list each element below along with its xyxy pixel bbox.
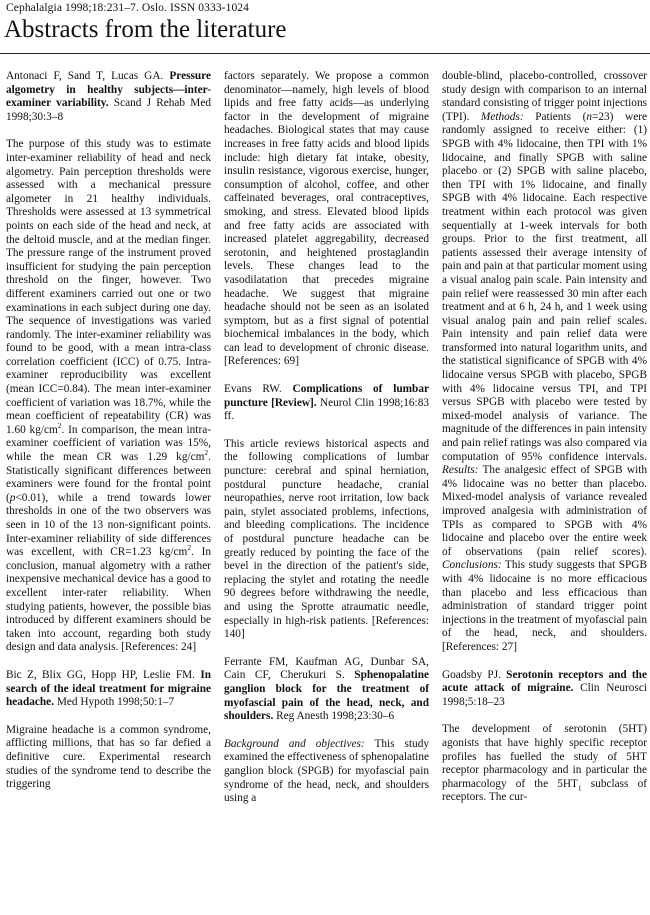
abstract-1-text-e: . In conclusion, manual algometry with a rather inexpensive mechanical device has a good to excellent inter-rater reliability. When studying patients, however, the possible bias introduced by different examiners should be taken into account, regarding both study design and data analysis. [References: 24] bbox=[6, 546, 211, 654]
abstract-3-citation bbox=[224, 383, 429, 424]
column-3 bbox=[442, 70, 647, 819]
page-title: Abstracts from the literature bbox=[4, 16, 287, 43]
abstract-2-source: Med Hypoth 1998;50:1–7 bbox=[54, 696, 175, 709]
abstract-1-title: Pressure algometry in healthy subjects—inter-examiner variability. bbox=[6, 70, 211, 110]
running-head: Cephalalgia 1998;18:231–7. Oslo. ISSN 0333-1024 bbox=[6, 2, 249, 14]
title-rule bbox=[0, 53, 650, 54]
abstract-2-title: In search of the ideal treatment for migraine headache. bbox=[6, 668, 211, 709]
section-label-results: Results: bbox=[442, 464, 479, 477]
abstract-1-source: Scand J Rehab Med 1998;30:3–8 bbox=[6, 97, 211, 123]
abstract-4-text-c: =23) were randomly assigned to receive either: (1) SPGB with 4% lidocaine, then TPI with 1% lidocaine, and finally SPGB with saline placebo or (2) SPGB with saline placebo, then TPI with 1% lidocaine, and finally SPGB with 4% lidocaine. Each respective treatment within each protocol was given sequentially at 1-week intervals for both groups. Prior to the first treatment, all patients assessed their average intensity of pain and pain at that particular moment using a visual analog pain scale. Pain intensity and pain relief were reassessed 30 min after each treatment and at 6 h, 24 h, and 1 week using visual analog pain and pain relief scales. Pain intensity and pain relief data were transformed into natural logarithm units, and the statistical significance of SPGB with 4% lidocaine versus SPGB with placebo, SPGB with 4% lidocaine versus TPI, and TPI versus SPGB with placebo were tested by mixed-model analysis of variance. The magnitude of the differences in pain intensity and pain relief ratings was also compared via computation of 95% confidence intervals. bbox=[442, 110, 648, 463]
section-label-conclusions: Conclusions: bbox=[442, 559, 502, 572]
abstract-2-authors: Bic Z, Blix GG, Hopp HP, Leslie FM. bbox=[6, 668, 201, 681]
abstract-4-source: Reg Anesth 1998;23:30–6 bbox=[273, 710, 395, 723]
abstract-3-body: This article reviews historical aspects and the following complications of lumbar puncture: cerebral and spinal herniation, postdural puncture headache, cranial neuropathies, nerve root irritation, low back pain, stylet associated problems, infections, and bleeding complications. The incidence of postdural puncture headache can be greatly reduced by pointing the face of the bevel in the direction of the patient's side, replacing the stylet and rotating the needle 90 degrees before withdrawing the needle, and using the Sprotte atraumatic needle, especially in high-risk patients. [References: 140] bbox=[224, 437, 429, 641]
abstract-4-text-e: This study suggests that SPGB with 4% lidocaine is no more efficacious than placebo and less efficacious than administration of standard trigger point injections in the treatment of myofascial pain of the head, neck, and shoulders. [References: 27] bbox=[442, 559, 647, 653]
abstract-4-title: Sphenopalatine ganglion block for the treatment of myofascial pain of the head, neck, and shoulders. bbox=[224, 669, 429, 723]
superscript: 2 bbox=[204, 448, 209, 458]
abstract-5-body bbox=[442, 723, 647, 805]
abstract-1-citation bbox=[6, 70, 211, 124]
abstract-1-text-b: . In comparison, the mean intra-examiner coefficient of variation was 15%, while the mean CR was 1.29 kg/cm bbox=[6, 423, 211, 464]
column-1 bbox=[6, 70, 211, 806]
abstract-1-text-c: . Statistically significant differences between examiners were found for the frontal point ( bbox=[6, 451, 211, 504]
abstract-1-text-a: The purpose of this study was to estimate inter-examiner reliability of head and neck algometry. Pain perception thresholds were assessed with a mechanical pressure algometer in 21 healthy individuals. Thresholds were assessed at 13 symmetrical points on each side of the head and neck, at the deltoid muscle, and at the median finger. The pressure range of the instrument proved insufficient for studying the pain perception threshold on the finger, however. Two different examiners carried out one or two examinations in each subject during one day. The sequence of investigations was varied randomly. The inter-examiner reliability was found to be good, with a mean intra-class correlation coefficient (ICC) of 0.75. Intra-examiner reproducibility was excellent (mean ICC=0.84). The mean inter-examiner coefficient of variation was 18.7%, while the mean coefficient of repeatability (CR) was 1.60 kg/cm bbox=[6, 138, 211, 436]
abstract-2-body: Migraine headache is a common syndrome, afflicting millions, that has so far defied a definitive cure. Experimental research studies of the syndrome tend to describe the triggering bbox=[6, 723, 211, 791]
abstract-1-authors: Antonaci F, Sand T, Lucas GA. bbox=[6, 70, 170, 82]
subscript: 1 bbox=[577, 782, 582, 792]
abstract-5-authors: Goadsby PJ. bbox=[442, 668, 507, 681]
abstract-4-citation bbox=[224, 656, 429, 724]
abstract-4-authors: Ferrante FM, Kaufman AG, Dunbar SA, Cain CF, Cherukuri S. bbox=[224, 655, 429, 682]
abstract-5-text-b: subclass of receptors. The cur- bbox=[442, 777, 647, 804]
abstract-5-citation bbox=[442, 669, 647, 710]
abstract-4-text: This study examined the effectiveness of sphenopalatine ganglion block (SPGB) for myofascial pain syndrome of the head, neck, and shoulders using a bbox=[224, 737, 429, 805]
abstract-4-text-b: Patients ( bbox=[523, 110, 587, 123]
column-2 bbox=[224, 70, 429, 820]
abstract-5-title: Serotonin receptors and the acute attack of migraine. bbox=[442, 668, 647, 695]
abstract-3-source: Neurol Clin 1998;16:83 ff. bbox=[224, 396, 429, 423]
superscript: 2 bbox=[187, 543, 192, 553]
section-label-background: Background and objectives: bbox=[224, 737, 365, 750]
abstract-4-text-a: double-blind, placebo-controlled, crossover study design with comparison to an internal standard consisting of trigger point injections (TPI). bbox=[442, 70, 647, 123]
superscript: 2 bbox=[57, 421, 62, 431]
abstract-5-text-a: The development of serotonin (5HT) agonists that have highly specific receptor profiles has fuelled the study of 5HT receptor pharmacology and in particular the pharmacology of the 5HT bbox=[442, 723, 647, 790]
abstract-1-body bbox=[6, 138, 211, 655]
abstract-3-title: Complications of lumbar puncture [Review]. bbox=[224, 383, 429, 409]
abstract-4-body bbox=[224, 738, 429, 806]
section-label-methods: Methods: bbox=[480, 110, 524, 123]
abstract-2-body-cont: factors separately. We propose a common denominator—namely, high levels of blood lipids and free fatty acids—as underlying factor in the development of migraine headaches. Biological states that may cause increases in free fatty acids and blood lipids include: high dietary fat intake, obesity, insulin resistance, vigorous exercise, hunger, consumption of alcohol, coffee, and other caffeinated beverages, oral contraceptives, smoking, and stress. Elevated blood lipids and free fatty acids are associated with increased platelet aggregability, decreased serotonin, and heightened prostaglandin levels. These changes lead to the vasodilatation that precedes migraine headache. We suggest that migraine headache should not be seen as an isolated symptom, but as a first signal of potential biochemical imbalances in the body, which can lead to development of chronic disease. [References: 69] bbox=[224, 70, 429, 368]
abstract-4-body-cont bbox=[442, 70, 647, 655]
abstract-4-text-d: The analgesic effect of SPGB with 4% lidocaine was no better than placebo. Mixed-model analysis of variance revealed improved analgesia with administration of TPIs as compared to SPGB with 4% lidocaine and placebo over the entire week of observations (pain relief scores). bbox=[442, 464, 647, 558]
abstract-2-citation bbox=[6, 669, 211, 710]
n-symbol: n bbox=[586, 110, 593, 123]
abstract-1-text-d: <0.01), while a trend towards lower thresholds in one of the two observers was seen in 10 of the 13 non-significant points. Inter-examiner reliability of side differences was excellent, with CR=1.23 kg/cm bbox=[6, 491, 211, 559]
abstract-3-authors: Evans RW. bbox=[224, 383, 293, 396]
abstract-5-source: Clin Neurosci 1998;5:18–23 bbox=[442, 682, 648, 708]
p-value-symbol: p bbox=[9, 491, 16, 504]
